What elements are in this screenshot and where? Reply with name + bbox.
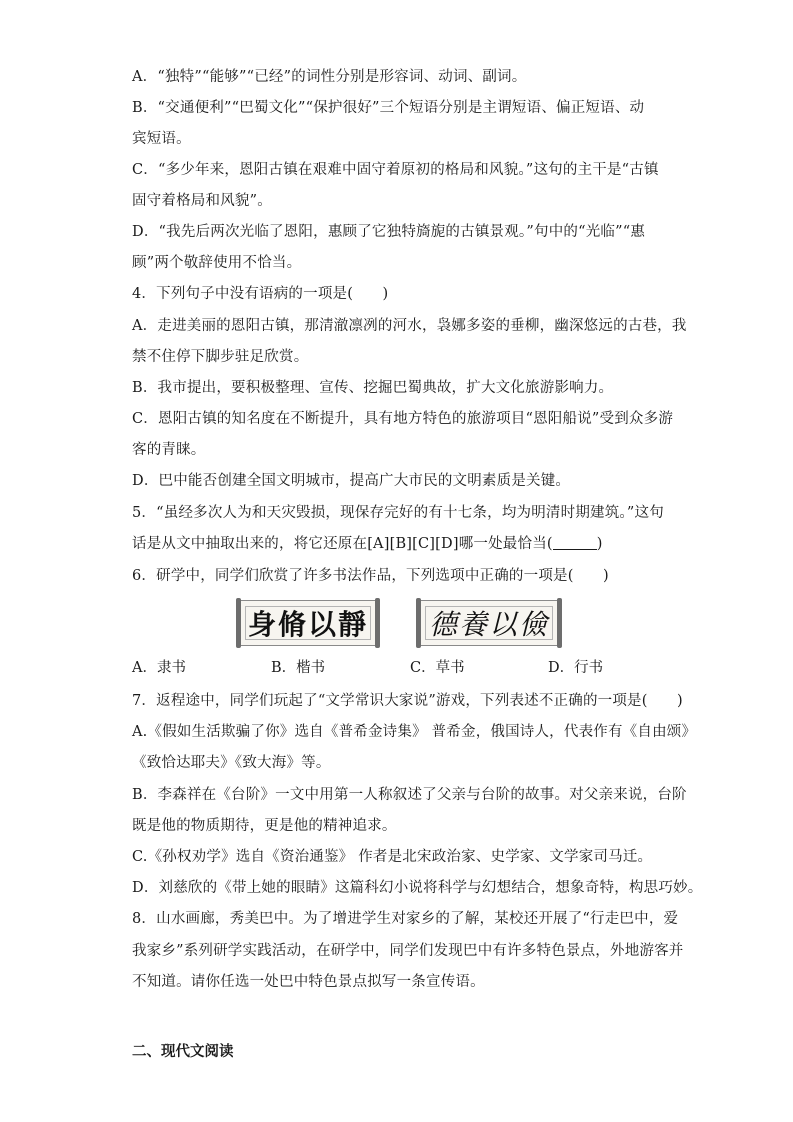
text-line: D．“我先后两次光临了恩阳，惠顾了它独特旖旎的古镇景观。”句中的“光临”“惠: [132, 224, 646, 240]
text-line: 固守着格局和风貌”。: [132, 193, 272, 209]
scroll-roller-right: [375, 598, 380, 648]
text-line: B．我市提出，要积极整理、宣传、挖掘巴蜀典故，扩大文化旅游影响力。: [132, 380, 614, 396]
text-line: 不知道。请你任选一处巴中特色景点拟写一条宣传语。: [132, 974, 485, 990]
text-line: 既是他的物质期待，更是他的精神追求。: [132, 818, 397, 834]
calligraphy-scroll-1: [238, 600, 378, 646]
text-line: 宾短语。: [132, 131, 191, 147]
text-line: 8．山水画廊，秀美巴中。为了增进学生对家乡的了解，某校还开展了“行走巴中，爱: [132, 911, 679, 927]
text-line: D．巴中能否创建全国文明城市，提高广大市民的文明素质是关键。: [132, 473, 571, 489]
text-line: A．走进美丽的恩阳古镇，那清澈凛冽的河水，袅娜多姿的垂柳，幽深悠远的古巷，我: [132, 318, 687, 334]
text-line: 顾”两个敬辞使用不恰当。: [132, 255, 302, 271]
question-5-suffix: ): [596, 536, 603, 552]
text-line: 禁不住停下脚步驻足欣赏。: [132, 349, 309, 365]
text-line: A．“独特”“能够”“已经”的词性分别是形容词、动词、副词。: [132, 69, 527, 85]
answer-blank[interactable]: [553, 535, 597, 550]
option-a[interactable]: A．隶书: [132, 660, 186, 676]
scroll-roller-right: [557, 598, 562, 648]
option-b[interactable]: B．楷书: [271, 660, 326, 676]
text-line: 6．研学中，同学们欣赏了许多书法作品，下列选项中正确的一项是( ): [132, 568, 609, 584]
question-5-prefix: 话是从文中抽取出来的，将它还原在[A][B][C][D]哪一处最恰当(: [132, 536, 553, 552]
text-line: 客的青睐。: [132, 442, 206, 458]
question-5-line-2: [132, 534, 672, 554]
text-line: 4．下列句子中没有语病的一项是( ): [132, 286, 389, 302]
text-line: 5．“虽经多次人为和天灾毁损，现保存完好的有十七条，均为明清时期建筑。”这句: [132, 505, 664, 521]
text-line: A.《假如生活欺骗了你》选自《普希金诗集》 普希金，俄国诗人，代表作有《自由颂》: [132, 724, 697, 740]
text-line: B．“交通便利”“巴蜀文化”“保护很好”三个短语分别是主谓短语、偏正短语、动: [132, 100, 645, 116]
text-line: 7．返程途中，同学们玩起了“文学常识大家说”游戏，下列表述不正确的一项是( ): [132, 693, 683, 709]
text-line: B．李森祥在《台阶》一文中用第一人称叙述了父亲与台阶的故事。对父亲来说，台阶: [132, 787, 687, 803]
section-heading: 二、现代文阅读: [132, 1043, 234, 1060]
scroll-roller-left: [416, 598, 421, 648]
text-line: C．恩阳古镇的知名度在不断提升，具有地方特色的旅游项目“恩阳船说”受到众多游: [132, 411, 674, 427]
text-line: C.《孙权劝学》选自《资治通鉴》 作者是北宋政治家、史学家、文学家司马迁。: [132, 849, 653, 865]
text-line: D．刘慈欣的《带上她的眼睛》这篇科幻小说将科学与幻想结合，想象奇特，构思巧妙。: [132, 880, 703, 896]
calligraphy-text-1: 身脩以靜: [245, 606, 371, 640]
option-d[interactable]: D．行书: [548, 660, 604, 676]
calligraphy-text-2: 德養以儉: [425, 606, 553, 640]
text-line: 我家乡”系列研学实践活动，在研学中，同学们发现巴中有许多特色景点，外地游客并: [132, 943, 684, 959]
text-line: C．“多少年来，恩阳古镇在艰难中固守着原初的格局和风貌。”这句的主干是“古镇: [132, 162, 659, 178]
option-c[interactable]: C．草书: [410, 660, 465, 676]
calligraphy-scroll-2: [418, 600, 560, 646]
scroll-roller-left: [236, 598, 241, 648]
text-line: 《致恰达耶夫》《致大海》等。: [132, 755, 331, 771]
